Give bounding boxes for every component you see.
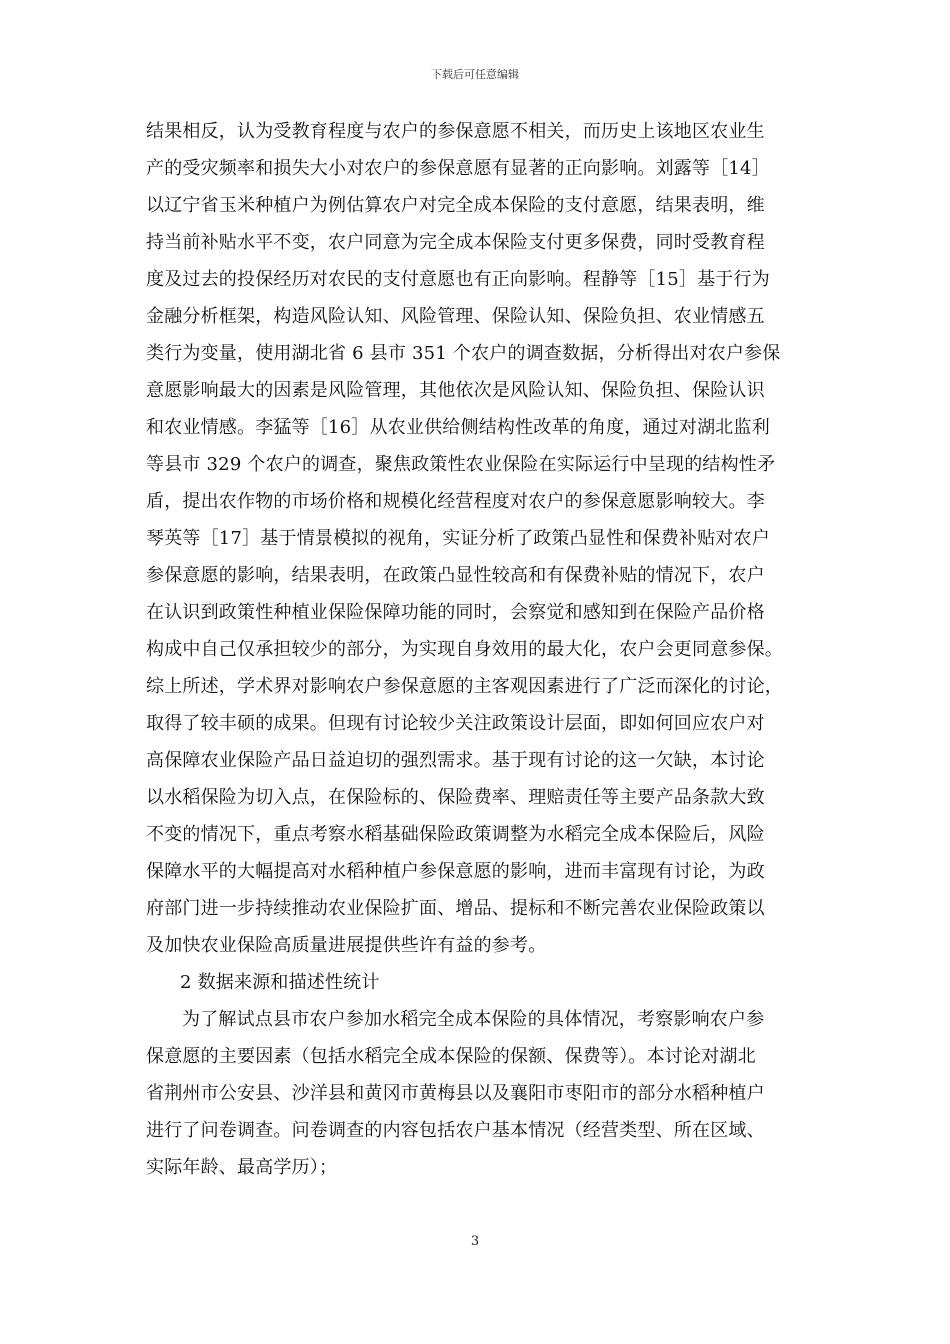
- paragraph-line: 和农业情感。李猛等［16］从农业供给侧结构性改革的角度，通过对湖北监利: [146, 417, 770, 438]
- paragraph-line: 度及过去的投保经历对农民的支付意愿也有正向影响。程静等［15］基于行为: [146, 269, 770, 290]
- paragraph-line: 高保障农业保险产品日益迫切的强烈需求。基于现有讨论的这一欠缺，本讨论: [146, 750, 765, 771]
- paragraph-line: 进行了问卷调查。问卷调查的内容包括农户基本情况（经营类型、所在区域、: [146, 1120, 765, 1141]
- paragraph-line: 金融分析框架，构造风险认知、风险管理、保险认知、保险负担、农业情感五: [146, 306, 765, 327]
- paragraph-line: 在认识到政策性种植业保险保障功能的同时，会察觉和感知到在保险产品价格: [146, 602, 765, 623]
- paragraph-line: 类行为变量，使用湖北省 6 县市 351 个农户的调查数据，分析得出对农户参保: [146, 343, 781, 364]
- page-header: 下载后可任意编辑: [431, 68, 519, 81]
- paragraph-line: 参保意愿的影响，结果表明，在政策凸显性较高和有保费补贴的情况下，农户: [146, 565, 765, 586]
- paragraph-line: 以水稻保险为切入点，在保险标的、保险费率、理赔责任等主要产品条款大致: [146, 787, 765, 808]
- paragraph-line: 琴英等［17］基于情景模拟的视角，实证分析了政策凸显性和保费补贴对农户: [146, 528, 770, 549]
- paragraph-line: 持当前补贴水平不变，农户同意为完全成本保险支付更多保费，同时受教育程: [146, 232, 765, 253]
- paragraph-line: 盾，提出农作物的市场价格和规模化经营程度对农户的参保意愿影响较大。李: [146, 491, 765, 512]
- paragraph-line: 构成中自己仅承担较少的部分，为实现自身效用的最大化，农户会更同意参保。: [146, 639, 783, 660]
- paragraph-line: 保障水平的大幅提高对水稻种植户参保意愿的影响，进而丰富现有讨论，为政: [146, 861, 765, 882]
- paragraph-line: 保意愿的主要因素（包括水稻完全成本保险的保额、保费等）。本讨论对湖北: [146, 1046, 756, 1067]
- paragraph-line: 取得了较丰硕的成果。但现有讨论较少关注政策设计层面，即如何回应农户对: [146, 713, 765, 734]
- section-heading: 2 数据来源和描述性统计: [180, 972, 380, 993]
- paragraph-line: 综上所述，学术界对影响农户参保意愿的主客观因素进行了广泛而深化的讨论，: [146, 676, 783, 697]
- paragraph-line: 不变的情况下，重点考察水稻基础保险政策调整为水稻完全成本保险后，风险: [146, 824, 765, 845]
- paragraph-line: 实际年龄、最高学历）；: [146, 1157, 338, 1178]
- paragraph-line: 府部门进一步持续推动农业保险扩面、增品、提标和不断完善农业保险政策以: [146, 898, 765, 919]
- paragraph-line: 产的受灾频率和损失大小对农户的参保意愿有显著的正向影响。刘露等［14］: [146, 158, 770, 179]
- paragraph-line: 省荆州市公安县、沙洋县和黄冈市黄梅县以及襄阳市枣阳市的部分水稻种植户: [146, 1083, 765, 1104]
- paragraph-line: 等县市 329 个农户的调查，聚焦政策性农业保险在实际运行中呈现的结构性矛: [146, 454, 776, 475]
- paragraph-line: 为了解试点县市农户参加水稻完全成本保险的具体情况，考察影响农户参: [182, 1009, 765, 1030]
- page-number: 3: [470, 1234, 480, 1249]
- paragraph-line: 及加快农业保险高质量进展提供些许有益的参考。: [146, 935, 547, 956]
- paragraph-line: 意愿影响最大的因素是风险管理，其他依次是风险认知、保险负担、保险认识: [146, 380, 765, 401]
- paragraph-line: 结果相反，认为受教育程度与农户的参保意愿不相关，而历史上该地区农业生: [146, 121, 765, 142]
- paragraph-line: 以辽宁省玉米种植户为例估算农户对完全成本保险的支付意愿，结果表明，维: [146, 195, 765, 216]
